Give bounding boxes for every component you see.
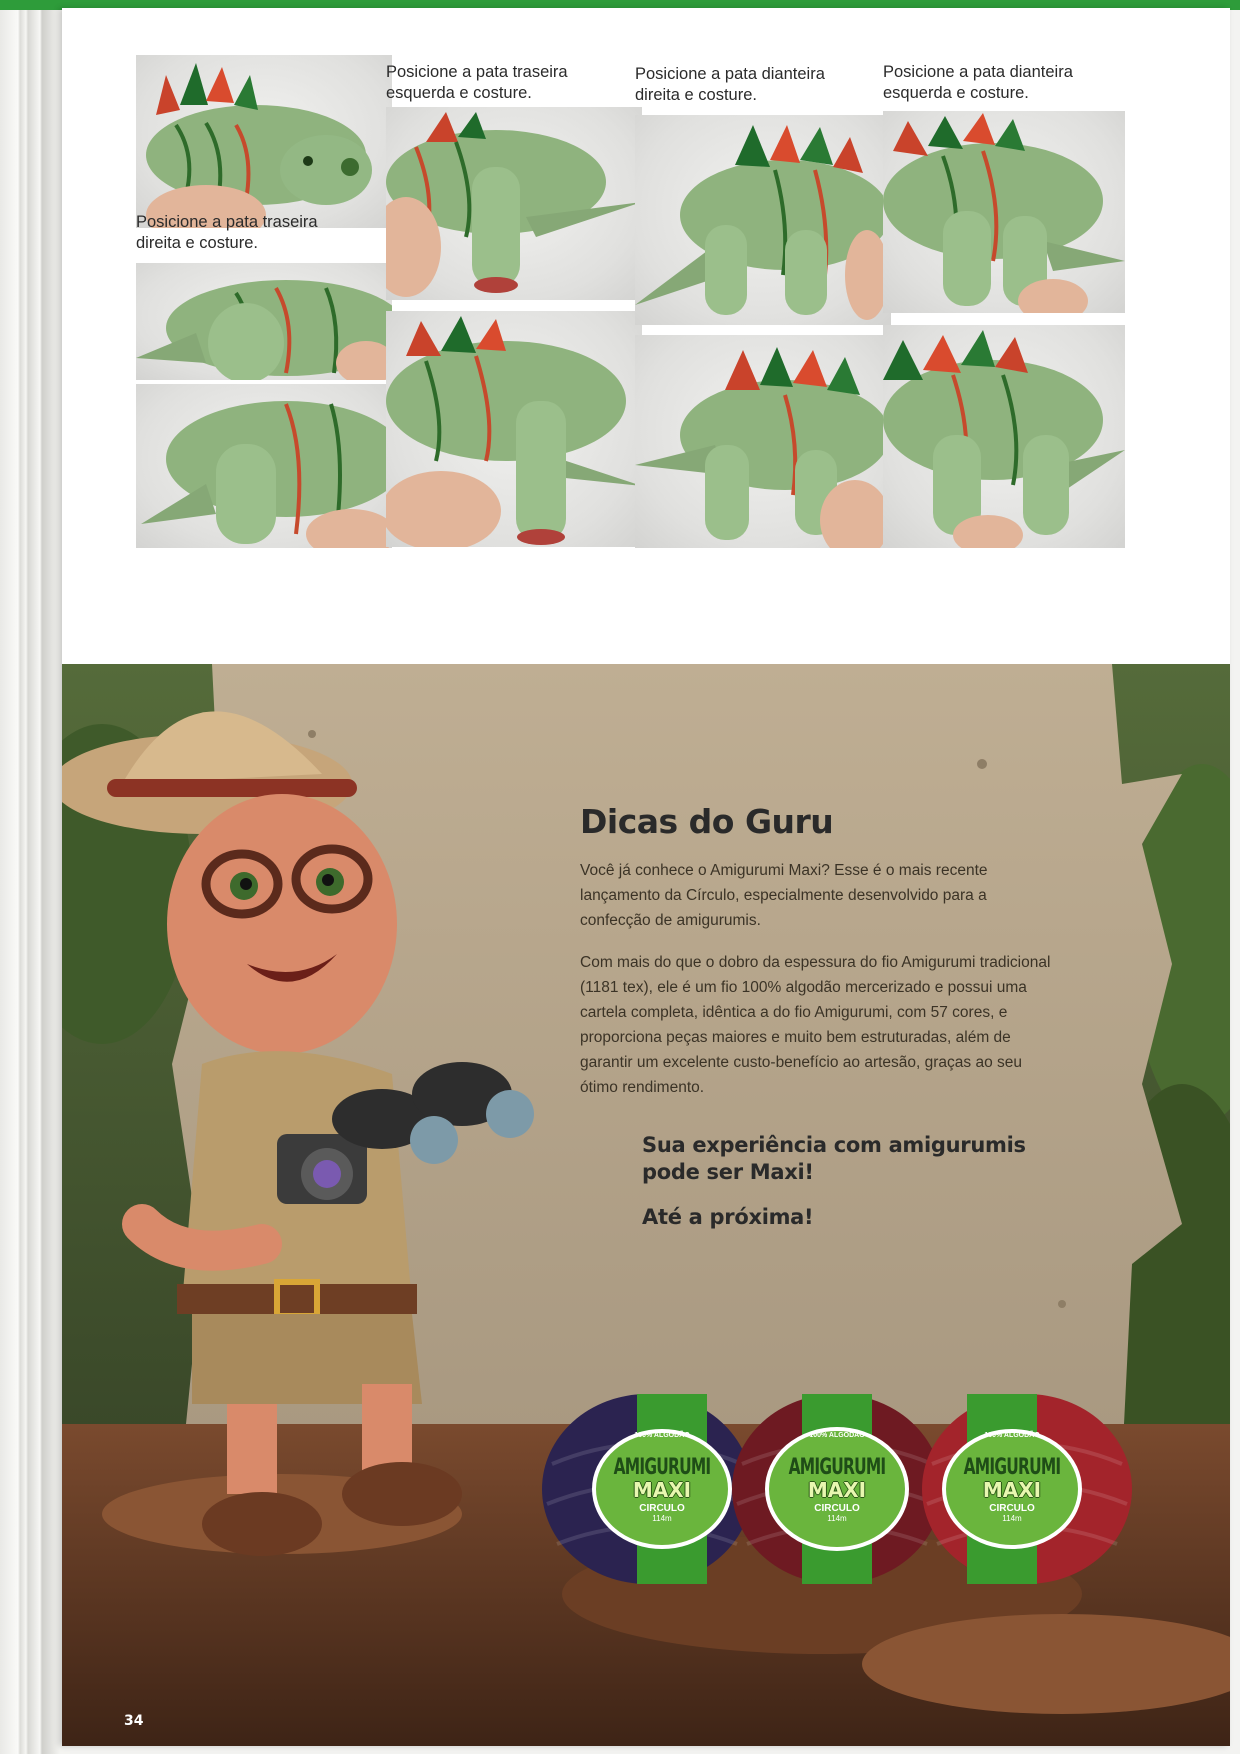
- step-label-right-front-leg: Posicione a pata dianteira direita e costure.: [635, 65, 825, 104]
- photo-right-rear-leg-1: [136, 263, 392, 380]
- photo-dinosaur-head: [136, 55, 392, 228]
- photo-right-front-leg-2: [635, 335, 891, 548]
- yarn-skein-red: [922, 1384, 1132, 1594]
- yarn-skein-burgundy: [732, 1384, 942, 1594]
- yarn-label-top: 100% ALGODÃO: [634, 1432, 690, 1439]
- yarn-label-name: AMIGURUMI: [788, 1455, 886, 1480]
- yarn-label-length: 114m: [827, 1514, 847, 1523]
- yarn-label-name: AMIGURUMI: [613, 1455, 711, 1480]
- tips-closing: Até a próxima!: [642, 1205, 814, 1229]
- photo-left-rear-leg-2: [386, 311, 642, 547]
- yarn-label-top: 100% ALGODÃO: [809, 1432, 865, 1439]
- magazine-page: [62, 8, 1230, 1746]
- yarn-label-brand: CIRCULO: [814, 1503, 860, 1514]
- yarn-label-length: 114m: [652, 1514, 672, 1523]
- yarn-label-sub: MAXI: [632, 1478, 692, 1502]
- photo-left-rear-leg-1: [386, 107, 642, 300]
- yarn-label-brand: CIRCULO: [989, 1503, 1035, 1514]
- photo-right-front-leg-1: [635, 115, 891, 325]
- page-number: 34: [124, 1713, 144, 1729]
- photo-left-front-leg-1: [883, 111, 1125, 313]
- tips-paragraph-2: Com mais do que o dobro da espessura do fio Amigurumi tradicional (1181 tex), ele é um fio 100% algodão mercerizado e possui uma cartela completa, idêntica a do fio Amigurumi, com 57 cores, e proporciona peças maiores e muito bem estruturadas, além de garantir um excelente custo-benefício ao artesão, graças ao seu ótimo rendimento.: [580, 954, 1051, 1096]
- yarn-label-top: 100% ALGODÃO: [984, 1432, 1040, 1439]
- yarn-label-sub: MAXI: [807, 1478, 867, 1502]
- step-label-left-front-leg: Posicione a pata dianteira esquerda e costure.: [883, 63, 1073, 102]
- photo-right-rear-leg-2: [136, 384, 392, 548]
- yarn-label-sub: MAXI: [982, 1478, 1042, 1502]
- tips-title: Dicas do Guru: [580, 802, 834, 841]
- tips-section: [62, 664, 1230, 1746]
- yarn-skein-navy: [542, 1384, 752, 1594]
- tips-highlight: Sua experiência com amigurumis pode ser Maxi!: [642, 1133, 1026, 1184]
- photo-left-front-leg-2: [883, 325, 1125, 548]
- tips-paragraph-1: Você já conhece o Amigurumi Maxi? Esse é o mais recente lançamento da Círculo, especialmente desenvolvido para a confecção de amigurumis.: [580, 862, 988, 929]
- step-label-left-rear-leg: Posicione a pata traseira esquerda e costure.: [386, 63, 568, 102]
- yarn-label-length: 114m: [1002, 1514, 1022, 1523]
- step-label-right-rear-leg: Posicione a pata traseira direita e costure.: [136, 213, 318, 252]
- yarn-label-name: AMIGURUMI: [963, 1455, 1061, 1480]
- step-photo-grid: [62, 8, 1230, 668]
- stacked-page-edges: [0, 0, 70, 1754]
- yarn-label-brand: CIRCULO: [639, 1503, 685, 1514]
